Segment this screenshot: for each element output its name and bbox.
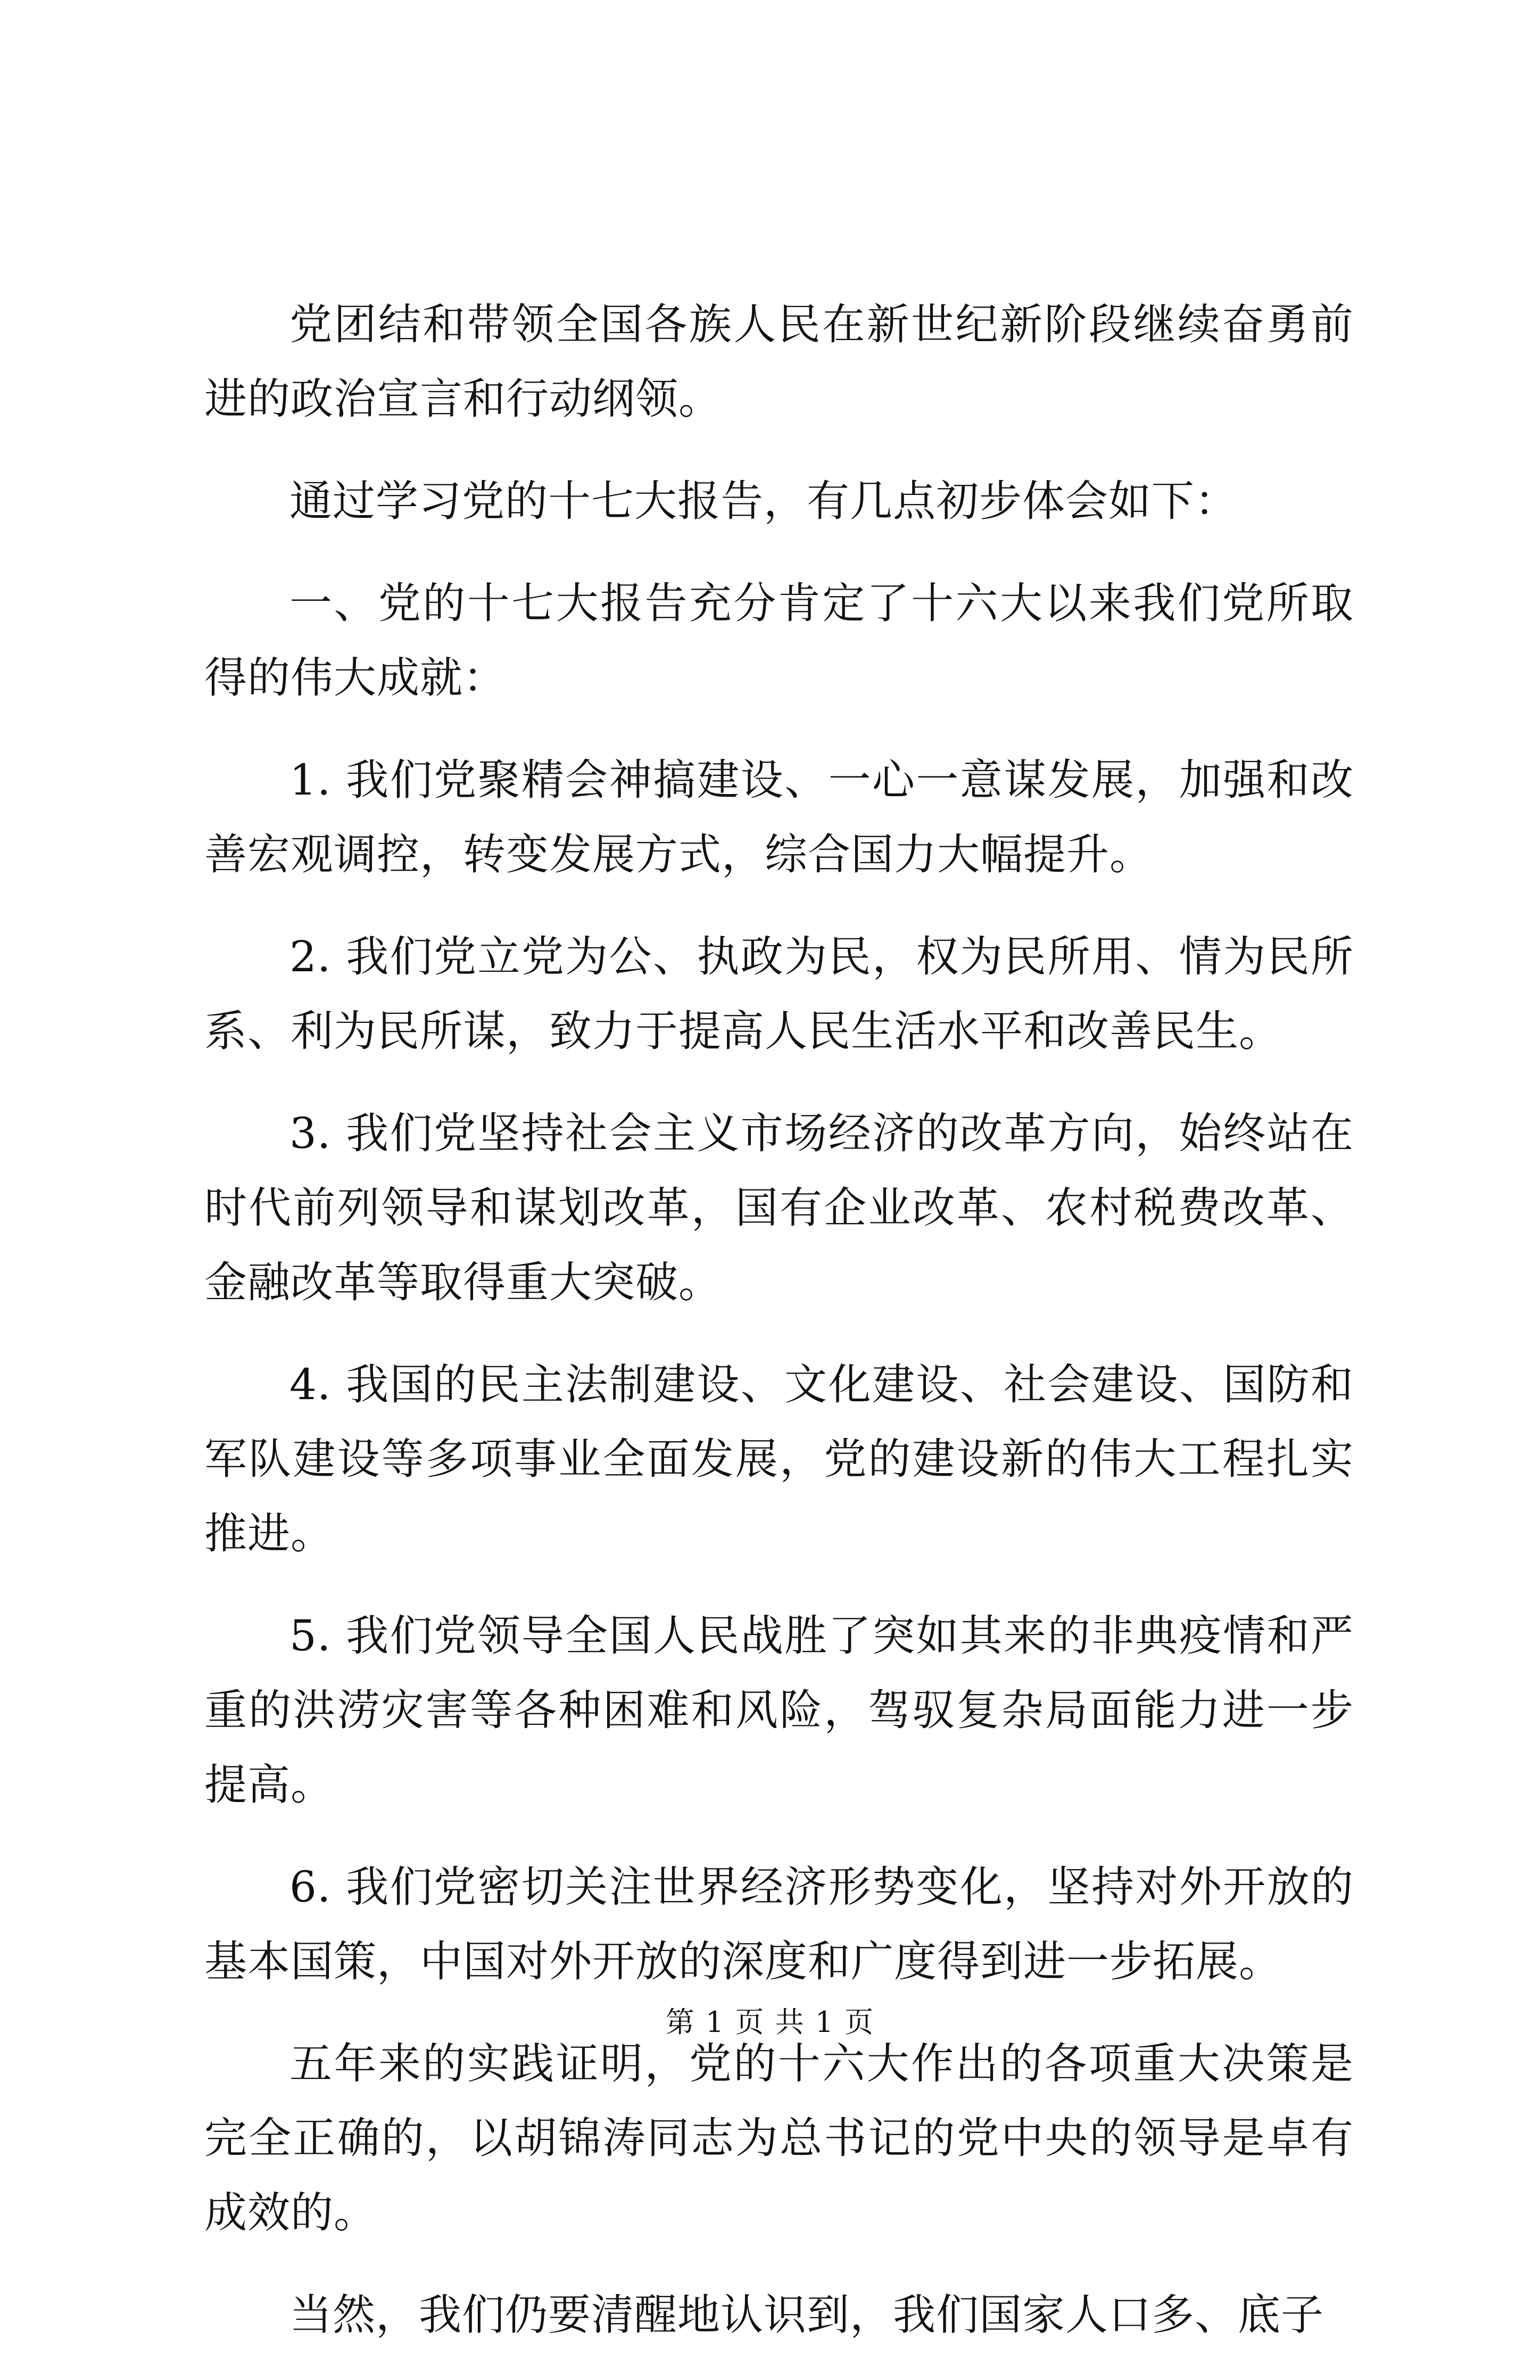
paragraph-point-4: 4. 我国的民主法制建设、文化建设、社会建设、国防和军队建设等多项事业全面发展，党的建设新的伟大工程扎实推进。 [204,1360,1354,1558]
page-number-label: 第 1 页 共 1 页 [665,2005,875,2039]
paragraph-point-2: 2. 我们党立党为公、执政为民，权为民所用、情为民所系、利为民所谋，致力于提高人民生活水平和改善民生。 [204,932,1354,1056]
paragraph-section-heading: 一、党的十七大报告充分肯定了十六大以来我们党所取得的伟大成就： [204,579,1354,703]
paragraph-intro: 通过学习党的十七大报告，有几点初步体会如下： [289,476,1238,526]
paragraph-closing: 当然，我们仍要清醒地认识到，我们国家人口多、底子 [289,2290,1324,2340]
paragraph-point-3: 3. 我们党坚持社会主义市场经济的改革方向，始终站在时代前列领导和谋划改革，国有企业改革、农村税费改革、金融改革等取得重大突破。 [204,1109,1354,1307]
paragraph-continuation: 党团结和带领全国各族人民在新世纪新阶段继续奋勇前进的政治宣言和行动纲领。 [204,300,1354,424]
paragraph-point-1: 1. 我们党聚精会神搞建设、一心一意谋发展，加强和改善宏观调控，转变发展方式，综合国力大幅提升。 [204,755,1354,879]
paragraph-conclusion: 五年来的实践证明，党的十六大作出的各项重大决策是完全正确的，以胡锦涛同志为总书记的党中央的领导是卓有成效的。 [204,2039,1354,2237]
paragraph-point-5: 5. 我们党领导全国人民战胜了突如其来的非典疫情和严重的洪涝灾害等各种困难和风险，驾驭复杂局面能力进一步提高。 [204,1611,1354,1809]
paragraph-point-6: 6. 我们党密切关注世界经济形势变化，坚持对外开放的基本国策，中国对外开放的深度和广度得到进一步拓展。 [204,1862,1354,1986]
page-footer [0,2001,1540,2044]
document-body [204,287,1354,2380]
